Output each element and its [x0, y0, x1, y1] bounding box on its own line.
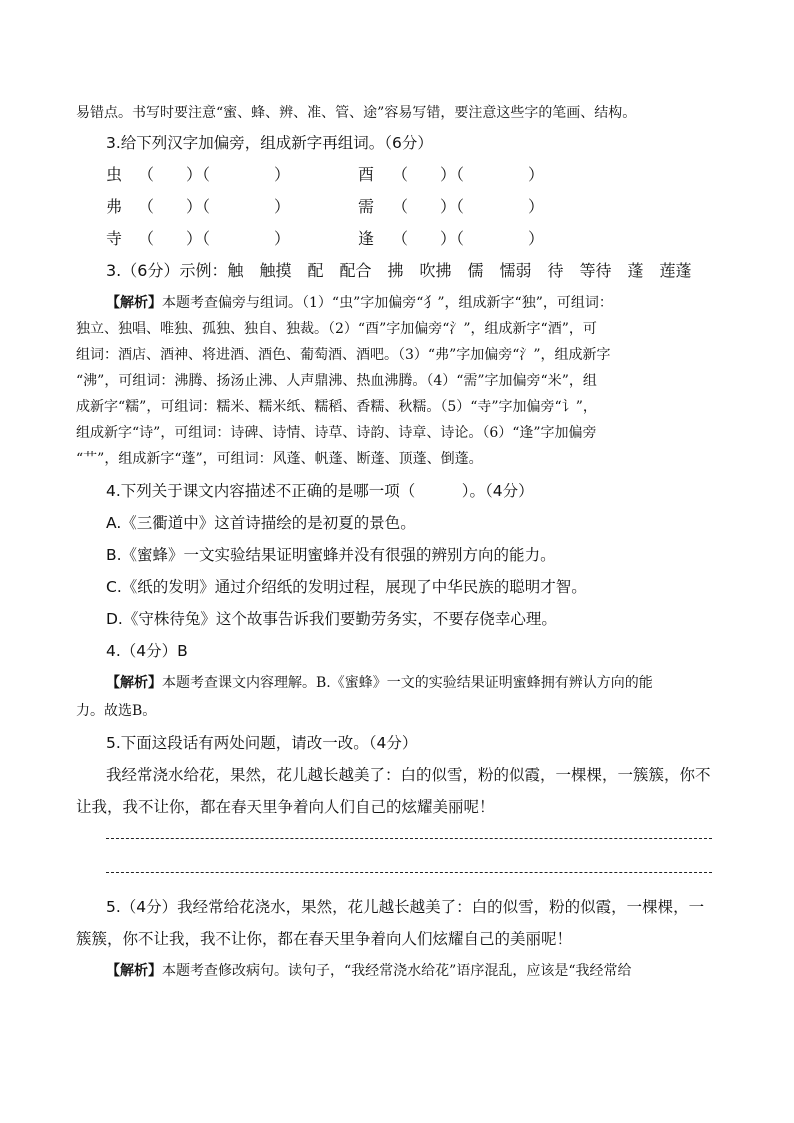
- q4-answer: 4.（4分）B: [106, 642, 188, 660]
- q4-analysis-line: 力。故选B。: [76, 703, 157, 719]
- analysis-label: 【解析】: [106, 675, 162, 691]
- q4-option: C.《纸的发明》通过介绍纸的发明过程，展现了中华民族的聪明才智。: [106, 578, 587, 596]
- q3-char-cell: 弗: [106, 197, 123, 216]
- q4-option: D.《守株待兔》这个故事告诉我们要勤劳务实，不要存侥幸心理。: [106, 610, 557, 628]
- q3-analysis-line: “艹”，组成新字“蓬”，可组词：风蓬、帆蓬、断蓬、顶蓬、倒蓬。: [76, 451, 483, 467]
- q5-answer-line: 簇簇，你不让我，我不让你，都在春天里争着向人们炫耀自己的美丽呢！: [76, 930, 573, 948]
- q2-note-tail: 易错点。书写时要注意“蜜、蜂、辨、准、管、途”容易写错，要注意这些字的笔画、结构。: [76, 105, 637, 121]
- q3-blank-field: （ ）（ ）: [138, 165, 291, 184]
- q3-analysis-line: 组词：酒店、酒神、将进酒、酒色、葡萄酒、酒吧。（3）“弗”字加偏旁“氵”，组成新字: [76, 347, 611, 363]
- q3-char-cell: 需: [358, 197, 375, 216]
- q3-analysis-line: 独立、独唱、唯独、孤独、独自、独裁。（2）“酉”字加偏旁“氵”，组成新字“酒”，可: [76, 321, 597, 337]
- q3-blank-field: （ ）（ ）: [392, 229, 545, 248]
- answer-blank-line[interactable]: [106, 872, 712, 873]
- q3-blank-field: （ ）（ ）: [138, 197, 291, 216]
- q3-blank-field: （ ）（ ）: [392, 165, 545, 184]
- q5-passage-line: 让我，我不让你，都在春天里争着向人们自己的炫耀美丽呢！: [76, 798, 495, 816]
- q3-char-cell: 逢: [358, 229, 375, 248]
- analysis-label: 【解析】: [106, 963, 162, 979]
- q3-title: 3.给下列汉字加偏旁，组成新字再组词。（6分）: [106, 134, 433, 152]
- analysis-text: 本题考查课文内容理解。B.《蜜蜂》一文的实验结果证明蜜蜂拥有辨认方向的能: [162, 675, 653, 691]
- analysis-text: 本题考查偏旁与组词。（1）“虫”字加偏旁“犭”，组成新字“独”，可组词：: [162, 295, 613, 311]
- analysis-label: 【解析】: [106, 295, 162, 311]
- q3-analysis-line: [106, 292, 613, 314]
- q3-analysis-line: 组成新字“诗”，可组词：诗碑、诗情、诗草、诗韵、诗章、诗论。（6）“逢”字加偏旁: [76, 425, 597, 441]
- q5-passage-line: 我经常浇水给花，果然，花儿越长越美了：白的似雪，粉的似霞，一棵棵，一簇簇，你不: [106, 766, 711, 784]
- q5-answer-line: 5.（4分）我经常给花浇水，果然，花儿越长越美了：白的似雪，粉的似霞，一棵棵，一: [106, 898, 705, 916]
- q3-answer: 3.（6分）示例：触 触摸 配 配合 拂 吹拂 儒 懦弱 待 等待 蓬 莲蓬: [106, 261, 692, 280]
- q3-analysis-line: 成新字“糯”，可组词：糯米、糯米纸、糯稻、香糯、秋糯。（5）“寺”字加偏旁“讠”，: [76, 399, 597, 415]
- q4-option: B.《蜜蜂》一文实验结果证明蜜蜂并没有很强的辨别方向的能力。: [106, 546, 556, 564]
- q5-analysis-line: [106, 960, 631, 982]
- q5-title: 5.下面这段话有两处问题，请改一改。（4分）: [106, 734, 418, 752]
- analysis-text: 本题考查修改病句。读句子，“我经常浇水给花”语序混乱，应该是“我经常给: [162, 963, 632, 979]
- q3-char-cell: 虫: [106, 165, 123, 184]
- answer-blank-line[interactable]: [106, 838, 712, 839]
- q4-option: A.《三衢道中》这首诗描绘的是初夏的景色。: [106, 514, 416, 532]
- q3-char-cell: 寺: [106, 229, 123, 248]
- q3-analysis-line: “沸”，可组词：沸腾、扬汤止沸、人声鼎沸、热血沸腾。（4）“需”字加偏旁“米”，组: [76, 373, 597, 389]
- q4-analysis-line: [106, 672, 653, 694]
- q4-title: 4.下列关于课文内容描述不正确的是哪一项（ ）。（4分）: [106, 482, 534, 500]
- q3-blank-field: （ ）（ ）: [392, 197, 545, 216]
- q3-char-cell: 酉: [358, 165, 375, 184]
- q3-blank-field: （ ）（ ）: [138, 229, 291, 248]
